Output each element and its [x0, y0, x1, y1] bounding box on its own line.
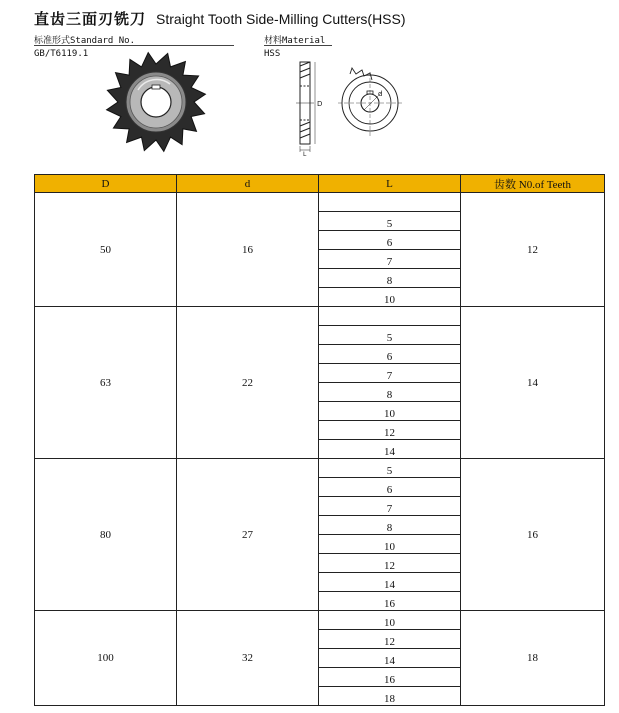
- standard-label: 标准形式Standard No.: [34, 36, 136, 46]
- cell-L: 5: [319, 326, 461, 345]
- cell-d: 22: [177, 307, 319, 459]
- cell-D: 50: [35, 193, 177, 307]
- cell-L: 7: [319, 250, 461, 269]
- technical-drawing: [292, 50, 422, 156]
- header-L: L: [319, 175, 461, 193]
- table-header-row: [35, 175, 605, 193]
- cell-L: 10: [319, 535, 461, 554]
- cell-teeth: 18: [461, 611, 605, 706]
- cell-teeth: 14: [461, 307, 605, 459]
- material-value: HSS: [264, 49, 281, 59]
- dim-D-label: D: [317, 100, 323, 108]
- cell-L: 14: [319, 573, 461, 592]
- cell-d: 32: [177, 611, 319, 706]
- table-row: [35, 307, 605, 326]
- material-underline: [264, 45, 332, 46]
- cell-L: 12: [319, 421, 461, 440]
- header-d: d: [177, 175, 319, 193]
- table-row: [35, 611, 605, 630]
- cell-L: 12: [319, 554, 461, 573]
- cell-L: 7: [319, 364, 461, 383]
- cell-L: 5: [319, 212, 461, 231]
- cell-teeth: 16: [461, 459, 605, 611]
- material-label: 材料Material: [264, 36, 326, 46]
- cell-L: 6: [319, 345, 461, 364]
- cell-L: 14: [319, 440, 461, 459]
- cell-d: 27: [177, 459, 319, 611]
- cell-teeth: 12: [461, 193, 605, 307]
- title-chinese: 直齿三面刃铣刀: [34, 10, 147, 28]
- dim-d-label: d: [378, 90, 383, 98]
- cell-D: 80: [35, 459, 177, 611]
- header-teeth: 齿数 N0.of Teeth: [461, 175, 605, 193]
- cell-L: [319, 307, 461, 326]
- cell-D: 100: [35, 611, 177, 706]
- standard-value: GB/T6119.1: [34, 49, 89, 59]
- cell-L: 8: [319, 516, 461, 535]
- cell-L: 18: [319, 687, 461, 706]
- cell-L: 8: [319, 269, 461, 288]
- dim-L-label: L: [303, 151, 307, 156]
- table-row: [35, 193, 605, 212]
- cell-L: 14: [319, 649, 461, 668]
- page-title: [34, 8, 406, 29]
- cell-D: 63: [35, 307, 177, 459]
- cutter-photo: [104, 50, 208, 154]
- cell-L: 10: [319, 402, 461, 421]
- cell-L: 10: [319, 611, 461, 630]
- cell-L: 6: [319, 231, 461, 250]
- standard-underline: [34, 45, 234, 46]
- title-english: Straight Tooth Side-Milling Cutters(HSS): [156, 11, 406, 27]
- cell-L: 5: [319, 459, 461, 478]
- cell-L: 10: [319, 288, 461, 307]
- cell-L: 8: [319, 383, 461, 402]
- spec-table: [34, 174, 605, 706]
- cell-L: 16: [319, 592, 461, 611]
- cell-L: [319, 193, 461, 212]
- cell-L: 7: [319, 497, 461, 516]
- table-body: [35, 193, 605, 706]
- cell-d: 16: [177, 193, 319, 307]
- cell-L: 12: [319, 630, 461, 649]
- table-row: [35, 459, 605, 478]
- header-D: D: [35, 175, 177, 193]
- cell-L: 16: [319, 668, 461, 687]
- cell-L: 6: [319, 478, 461, 497]
